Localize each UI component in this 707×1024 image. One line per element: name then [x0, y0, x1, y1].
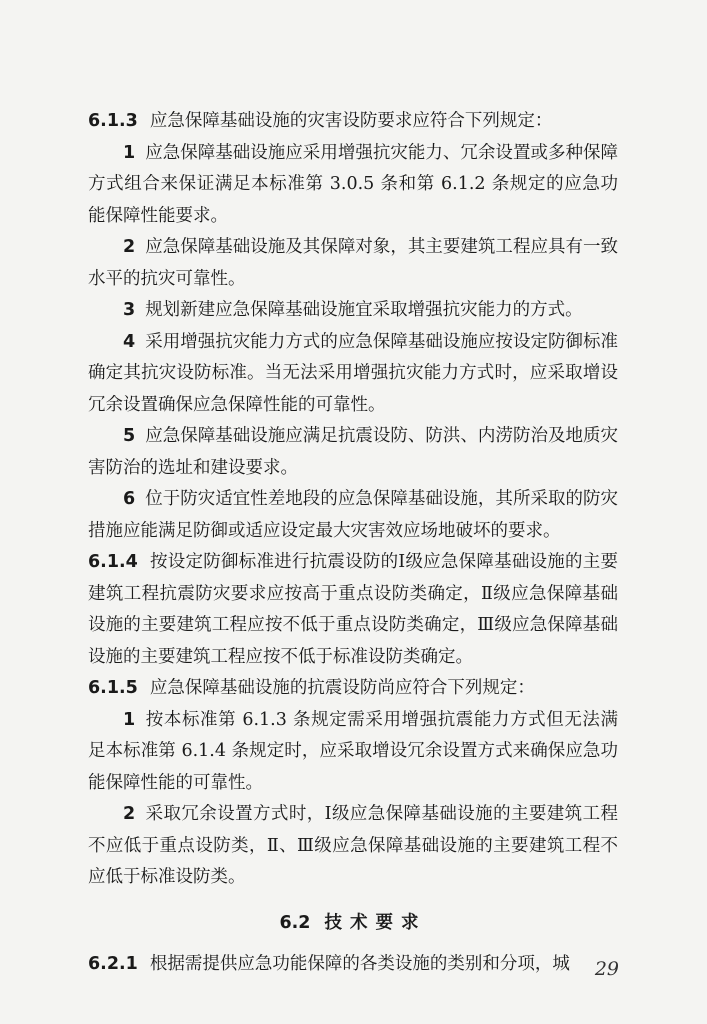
section-number: 6.2: [279, 912, 311, 933]
item-text: 应急保障基础设施应采用增强抗灾能力、冗余设置或多种保障方式组合来保证满足本标准第 3.0.5 条和第 6.1.2 条规定的应急功能保障性能要求。: [88, 142, 618, 226]
item-text: 采取冗余设置方式时，Ⅰ级应急保障基础设施的主要建筑工程不应低于重点设防类，Ⅱ、Ⅲ级应急保障基础设施的主要建筑工程不应低于标准设防类。: [88, 804, 618, 887]
item-1: [88, 705, 618, 800]
item-4: [88, 327, 618, 422]
document-body: [88, 106, 618, 981]
item-number: 3: [123, 300, 136, 320]
clause-text: 应急保障基础设施的灾害设防要求应符合下列规定：: [149, 111, 553, 131]
clause-number: 6.1.4: [88, 552, 138, 572]
clause-number: 6.2.1: [88, 954, 138, 974]
item-text: 应急保障基础设施应满足抗震设防、防洪、内涝防治及地质灾害防治的选址和建设要求。: [88, 426, 618, 478]
item-text: 采用增强抗灾能力方式的应急保障基础设施应按设定防御标准确定其抗灾设防标准。当无法采用增强抗灾能力方式时，应采取增设冗余设置确保应急保障性能的可靠性。: [88, 331, 618, 415]
clause-6-1-4: [88, 547, 618, 673]
clause-text: 应急保障基础设施的抗震设防尚应符合下列规定：: [149, 678, 535, 698]
item-number: 6: [123, 489, 136, 509]
item-6: [88, 484, 618, 547]
item-text: 按本标准第 6.1.3 条规定需采用增强抗震能力方式但无法满足本标准第 6.1.4 条规定时，应采取增设冗余设置方式来确保应急功能保障性能的可靠性。: [88, 709, 618, 793]
item-text: 规划新建应急保障基础设施宜采取增强抗灾能力的方式。: [145, 300, 583, 320]
section-heading: [88, 908, 618, 940]
clause-text: 按设定防御标准进行抗震设防的Ⅰ级应急保障基础设施的主要建筑工程抗震防灾要求应按高于重点设防类确定，Ⅱ级应急保障基础设施的主要建筑工程应按不低于重点设防类确定，Ⅲ级应急保障基础设施的主要建筑工程应按不低于标准设防类确定。: [88, 552, 618, 667]
clause-6-2-1: [88, 949, 618, 981]
item-2: [88, 232, 618, 295]
item-3: [88, 295, 618, 327]
clause-text: 根据需提供应急功能保障的各类设施的类别和分项，城: [149, 954, 570, 974]
item-2: [88, 799, 618, 894]
item-number: 2: [123, 237, 136, 257]
item-text: 应急保障基础设施及其保障对象，其主要建筑工程应具有一致水平的抗灾可靠性。: [88, 237, 618, 289]
item-number: 2: [123, 804, 136, 824]
item-number: 5: [123, 426, 136, 446]
item-text: 位于防灾适宜性差地段的应急保障基础设施，其所采取的防灾措施应能满足防御或适应设定最大灾害效应场地破坏的要求。: [88, 489, 618, 541]
clause-number: 6.1.5: [88, 678, 138, 698]
item-5: [88, 421, 618, 484]
item-number: 1: [123, 142, 136, 163]
clause-number: 6.1.3: [88, 111, 138, 131]
clause-6-1-3: [88, 106, 618, 138]
page-number: 29: [594, 958, 619, 980]
section-title: 技术要求: [324, 912, 427, 933]
item-number: 4: [123, 331, 136, 352]
clause-6-1-5: [88, 673, 618, 705]
item-number: 1: [123, 709, 136, 730]
item-1: [88, 138, 618, 233]
